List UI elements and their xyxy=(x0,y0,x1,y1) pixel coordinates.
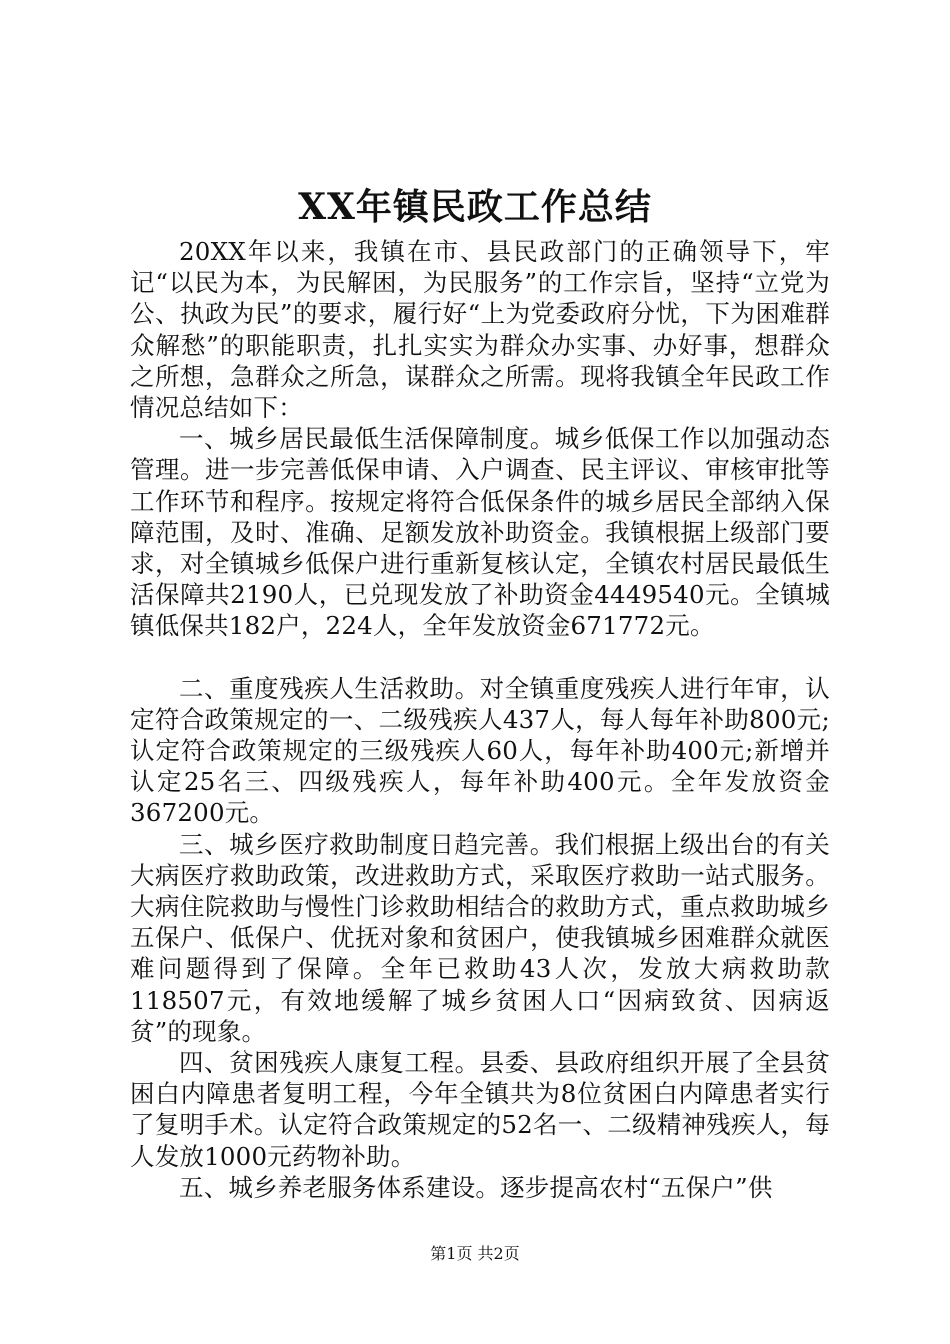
document-title: XX年镇民政工作总结 xyxy=(298,186,652,228)
paragraph-intro: 20XX年以来，我镇在市、县民政部门的正确领导下，牢记“以民为本，为民解困，为民服务”的工作宗旨，坚持“立党为公、执政为民”的要求，履行好“上为党委政府分忧，下为困难群众解愁”的职能职责，扎扎实实为群众办实事、办好事，想群众之所想，急群众之所急，谋群众之所需。现将我镇全年民政工作情况总结如下： xyxy=(130,237,830,423)
paragraph-section-1: 一、城乡居民最低生活保障制度。城乡低保工作以加强动态管理。进一步完善低保申请、入户调查、民主评议、审核审批等工作环节和程序。按规定将符合低保条件的城乡居民全部纳入保障范围，及时、准确、足额发放补助资金。我镇根据上级部门要求，对全镇城乡低保户进行重新复核认定，全镇农村居民最低生活保障共2190人，已兑现发放了补助资金4449540元。全镇城镇低保共182户，224人，全年发放资金671772元。 xyxy=(130,424,830,641)
paragraph-section-4: 四、贫困残疾人康复工程。县委、县政府组织开展了全县贫困白内障患者复明工程，今年全镇共为8位贫困白内障患者实行了复明手术。认定符合政策规定的52名一、二级精神残疾人，每人发放1000元药物补助。 xyxy=(130,1048,830,1171)
document-body xyxy=(130,236,830,1203)
page-footer: 第1页 共2页 xyxy=(430,1244,520,1263)
paragraph-section-3: 三、城乡医疗救助制度日趋完善。我们根据上级出台的有关大病医疗救助政策，改进救助方式，采取医疗救助一站式服务。大病住院救助与慢性门诊救助相结合的救助方式，重点救助城乡五保户、低保户、优抚对象和贫困户，使我镇城乡困难群众就医难问题得到了保障。全年已救助43人次，发放大病救助款118507元，有效地缓解了城乡贫困人口“因病致贫、因病返贫”的现象。 xyxy=(130,829,830,1046)
paragraph-section-2: 二、重度残疾人生活救助。对全镇重度残疾人进行年审，认定符合政策规定的一、二级残疾人437人，每人每年补助800元;认定符合政策规定的三级残疾人60人，每年补助400元;新增并认定25名三、四级残疾人，每年补助400元。全年发放资金367200元。 xyxy=(130,673,830,828)
paragraph-section-5: 五、城乡养老服务体系建设。逐步提高农村“五保户”供 xyxy=(179,1172,773,1202)
